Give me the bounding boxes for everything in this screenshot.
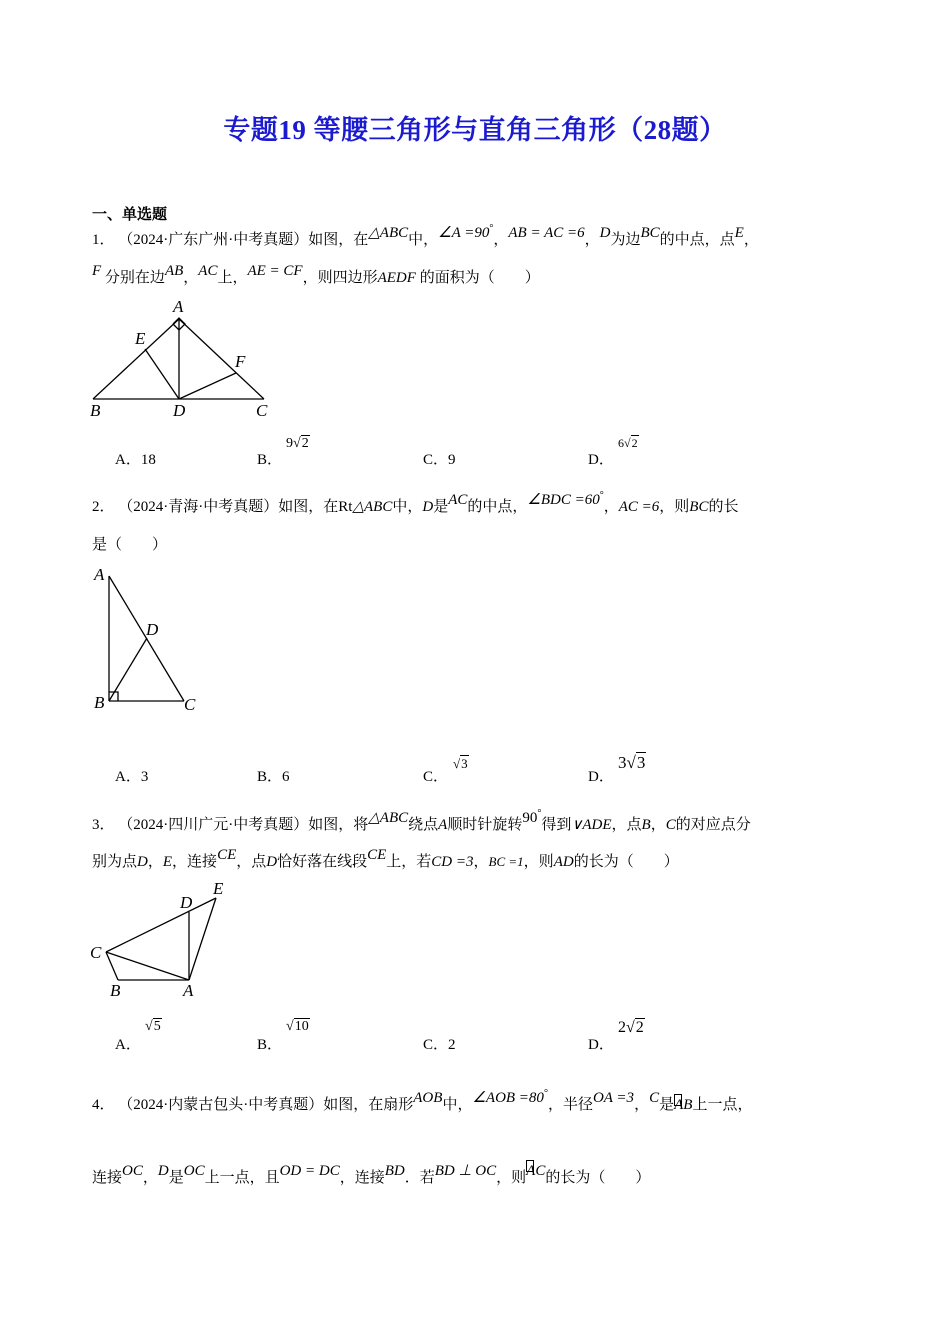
q3-point-d: D — [137, 854, 148, 870]
sqrt-radicand: 2 — [635, 1019, 644, 1036]
option-value: 3 — [140, 769, 149, 785]
q4-source: （2024·内蒙古包头·中考真题）如图，在扇形 — [118, 1097, 414, 1113]
q4-text: ．若 — [404, 1170, 435, 1186]
q3-text: 上，若 — [386, 854, 432, 870]
q3-text: ， — [650, 817, 666, 833]
q1-text: 的面积为（ ） — [419, 270, 540, 286]
q1-segment-ac: AC — [198, 263, 218, 279]
q2-rt: Rt — [338, 499, 353, 515]
option-letter: D． — [588, 1037, 614, 1053]
q2-text: 的中点， — [467, 499, 528, 515]
q3-text: 得到 — [541, 817, 572, 833]
q2-text: 的长 — [708, 499, 739, 515]
q2-figure — [90, 562, 220, 722]
q3-segment-ce: CE — [367, 847, 387, 863]
option-letter: A． — [115, 1037, 141, 1053]
q2-option-c-value — [453, 756, 469, 772]
q3-point-a: A — [438, 817, 448, 833]
sqrt-coef: 2 — [618, 1019, 626, 1036]
q3-point-e: E — [162, 854, 173, 870]
q2-label-b: B — [94, 693, 105, 712]
q3-line-cb — [106, 952, 118, 980]
q1-label-c: C — [256, 401, 268, 420]
q1-option-b[interactable] — [257, 448, 282, 469]
q2-text: ，则 — [659, 499, 690, 515]
sqrt-sign: √3 — [453, 756, 468, 771]
sqrt-radicand: 3 — [636, 753, 646, 772]
q1-text: ， — [493, 232, 509, 248]
sqrt-sign: √2 — [293, 436, 309, 451]
q1-line-ac — [179, 319, 264, 399]
q4-text: ，则 — [496, 1170, 527, 1186]
q2-number: 2． — [92, 499, 115, 515]
q3-label-b: B — [110, 981, 121, 1000]
q2-text: ， — [603, 499, 619, 515]
option-letter: B． — [257, 1037, 283, 1053]
sqrt-sign: √2 — [626, 1019, 644, 1036]
q1-line-1 — [92, 223, 759, 249]
q2-ac-value: AC =6 — [618, 499, 660, 515]
option-value: 6 — [282, 769, 290, 785]
q2-option-d-value — [618, 753, 646, 773]
q3-line-ea — [189, 898, 216, 980]
sqrt-radicand: 2 — [301, 436, 309, 451]
q2-label-c: C — [184, 695, 196, 714]
q2-line-1 — [92, 490, 739, 516]
q3-label-d: D — [180, 893, 193, 912]
q4-text: 上一点， — [692, 1097, 753, 1113]
q3-text: ， — [147, 854, 163, 870]
option-letter: B． — [257, 452, 283, 468]
q1-text: 的中点，点 — [659, 232, 735, 248]
q2-label-a: A — [94, 565, 105, 584]
q4-number: 4． — [92, 1097, 115, 1113]
q1-point-e: E — [734, 225, 744, 241]
q1-text: ， — [743, 232, 759, 248]
q3-label-a: A — [183, 981, 194, 1000]
q4-segment-bd: BD — [384, 1163, 405, 1179]
q3-option-d-value — [618, 1019, 645, 1037]
option-letter: D． — [588, 769, 614, 785]
q2-source: （2024·青海·中考真题）如图，在 — [118, 499, 339, 515]
q1-degree: ° — [489, 223, 494, 234]
q2-degree: ° — [599, 490, 604, 501]
sqrt-sign: √3 — [626, 753, 646, 772]
q4-sector-aob: AOB — [413, 1090, 443, 1106]
q1-label-f: F — [235, 352, 246, 371]
q2-segment-ac: AC — [448, 492, 468, 508]
q4-angle: ∠AOB =80 — [472, 1090, 544, 1106]
q4-point-c: C — [649, 1090, 660, 1106]
q3-line-ca — [106, 952, 189, 980]
q4-text: 是 — [168, 1170, 184, 1186]
option-value: 2 — [448, 1037, 456, 1053]
q3-segment-ce: CE — [217, 847, 237, 863]
option-letter: D． — [588, 452, 614, 468]
q4-text: 中， — [442, 1097, 473, 1113]
q1-option-d-value — [618, 436, 639, 451]
q4-text: ，连接 — [339, 1170, 385, 1186]
option-letter: A． — [115, 769, 141, 785]
q1-line-2 — [92, 263, 540, 287]
q3-option-a[interactable] — [115, 1033, 141, 1054]
q1-equality: AB = AC =6 — [508, 225, 585, 241]
option-letter: C． — [423, 452, 449, 468]
q3-source: （2024·四川广元·中考真题）如图，将 — [118, 817, 369, 833]
q3-cd-value: CD =3 — [431, 854, 474, 870]
q1-figure — [85, 295, 275, 425]
option-letter: B． — [257, 769, 283, 785]
q2-line-2: 是（ ） — [92, 537, 168, 553]
q1-point-f: F — [92, 263, 102, 279]
q2-label-d: D — [146, 620, 159, 639]
q4-arc-ab: AB — [674, 1097, 693, 1113]
q1-option-c[interactable] — [423, 448, 456, 469]
q1-triangle: △ABC — [368, 225, 409, 241]
q4-point-d: D — [157, 1163, 169, 1179]
q1-segment-ab: AB — [164, 263, 184, 279]
option-letter: C． — [423, 1037, 449, 1053]
q1-line-df — [179, 373, 236, 399]
q1-text: 上， — [217, 270, 248, 286]
q3-point-d: D — [266, 854, 278, 870]
q4-radius: OA =3 — [592, 1090, 635, 1106]
q4-text: ，半径 — [547, 1097, 593, 1113]
option-value: 18 — [140, 452, 156, 468]
q2-option-c[interactable] — [423, 765, 448, 786]
q3-line-1 — [92, 808, 751, 834]
option-letter: C． — [423, 769, 449, 785]
q3-option-d[interactable] — [588, 1033, 614, 1054]
q4-perpendicular: BD ⊥ OC — [434, 1163, 497, 1179]
section-heading: 一、单选题 — [92, 207, 168, 223]
q2-angle: ∠BDC =60 — [527, 492, 600, 508]
q1-label-b: B — [90, 401, 101, 420]
q3-point-c: C — [665, 817, 676, 833]
q3-text: 顺时针旋转 — [447, 817, 523, 833]
q3-option-b[interactable] — [257, 1033, 282, 1054]
sqrt-coef: 9 — [286, 436, 293, 451]
q2-segment-bc: BC — [689, 499, 709, 515]
q3-segment-ad: AD — [553, 854, 574, 870]
q3-text: 恰好落在线段 — [277, 854, 368, 870]
q2-text: 是 — [433, 499, 449, 515]
q3-number: 3． — [92, 817, 115, 833]
q2-option-d[interactable] — [588, 765, 614, 786]
q3-line-ce — [106, 898, 216, 952]
q3-point-b: B — [641, 817, 651, 833]
q1-segment-bc: BC — [640, 225, 660, 241]
q3-line-2 — [92, 847, 679, 871]
sqrt-coef: 6 — [618, 436, 624, 450]
q1-label-a: A — [173, 297, 184, 316]
q3-text: ， — [473, 854, 489, 870]
q3-text: 的长为（ ） — [573, 854, 679, 870]
q1-option-a[interactable] — [115, 448, 156, 469]
q4-arc-ac: AC — [526, 1163, 546, 1179]
q3-text: ，则 — [523, 854, 554, 870]
q3-triangle-ade: ∨ADE — [571, 817, 612, 833]
q1-point-d: D — [599, 225, 611, 241]
q3-text: 别为点 — [92, 854, 138, 870]
q3-option-c[interactable] — [423, 1033, 456, 1054]
sqrt-sign: √2 — [624, 436, 638, 450]
q1-text: 中， — [408, 232, 439, 248]
q3-figure — [88, 880, 238, 1005]
option-value: 9 — [448, 452, 456, 468]
q1-ae-cf: AE = CF — [247, 263, 303, 279]
q3-label-c: C — [90, 943, 102, 962]
q1-text: ，则四边形 — [302, 270, 378, 286]
q1-quad-aedf: AEDF — [377, 270, 416, 286]
sqrt-radicand: 3 — [461, 756, 468, 771]
sqrt-radicand: 5 — [153, 1019, 161, 1034]
q4-line-2 — [92, 1163, 651, 1187]
q4-text: 是 — [659, 1097, 675, 1113]
q3-option-b-value — [286, 1019, 310, 1035]
q1-text: 为边 — [610, 232, 641, 248]
q3-rotation: 90 — [522, 810, 538, 826]
q1-option-d[interactable] — [588, 448, 614, 469]
q4-text: 上一点，且 — [204, 1170, 280, 1186]
q1-number: 1． — [92, 232, 115, 248]
q3-text: ，点 — [236, 854, 267, 870]
q1-text: ， — [183, 270, 199, 286]
q1-angle: ∠A =90 — [438, 225, 490, 241]
q2-triangle: △ABC — [352, 499, 393, 515]
q2-option-a[interactable] — [115, 765, 148, 786]
q4-text: ， — [634, 1097, 650, 1113]
q2-option-b[interactable] — [257, 765, 290, 786]
q1-text: 分别在边 — [104, 270, 165, 286]
page-title: 专题19 等腰三角形与直角三角形（28题） — [223, 115, 727, 145]
option-letter: A． — [115, 452, 141, 468]
q1-line-ed — [145, 349, 179, 399]
q3-text: ，点 — [611, 817, 642, 833]
q4-degree: ° — [543, 1088, 548, 1099]
q2-text: 中， — [392, 499, 423, 515]
q3-label-e: E — [213, 879, 224, 898]
q4-segment-oc: OC — [183, 1163, 205, 1179]
q4-text: 的长为（ ） — [545, 1170, 651, 1186]
sqrt-sign: √5 — [145, 1019, 161, 1034]
q4-od-dc: OD = DC — [279, 1163, 340, 1179]
q3-text: ，连接 — [172, 854, 218, 870]
q2-point-d: D — [422, 499, 434, 515]
sqrt-radicand: 10 — [294, 1019, 309, 1034]
q3-degree: ° — [537, 808, 542, 819]
sqrt-sign: √10 — [286, 1019, 309, 1034]
q1-source: （2024·广东广州·中考真题）如图，在 — [118, 232, 369, 248]
q1-option-b-value — [286, 436, 310, 452]
sqrt-radicand: 2 — [631, 436, 638, 450]
q3-triangle: △ABC — [368, 810, 409, 826]
q4-text: ， — [142, 1170, 158, 1186]
q3-bc-value: BC =1 — [488, 854, 524, 869]
q4-line-1 — [92, 1088, 753, 1114]
q1-text: ， — [584, 232, 600, 248]
q3-text: 绕点 — [408, 817, 439, 833]
q4-text: 连接 — [92, 1170, 123, 1186]
q3-text: 的对应点分 — [675, 817, 751, 833]
q4-segment-oc: OC — [122, 1163, 143, 1179]
q1-label-d: D — [173, 401, 186, 420]
q3-option-a-value — [145, 1019, 162, 1035]
sqrt-coef: 3 — [618, 753, 627, 772]
q1-label-e: E — [135, 329, 146, 348]
